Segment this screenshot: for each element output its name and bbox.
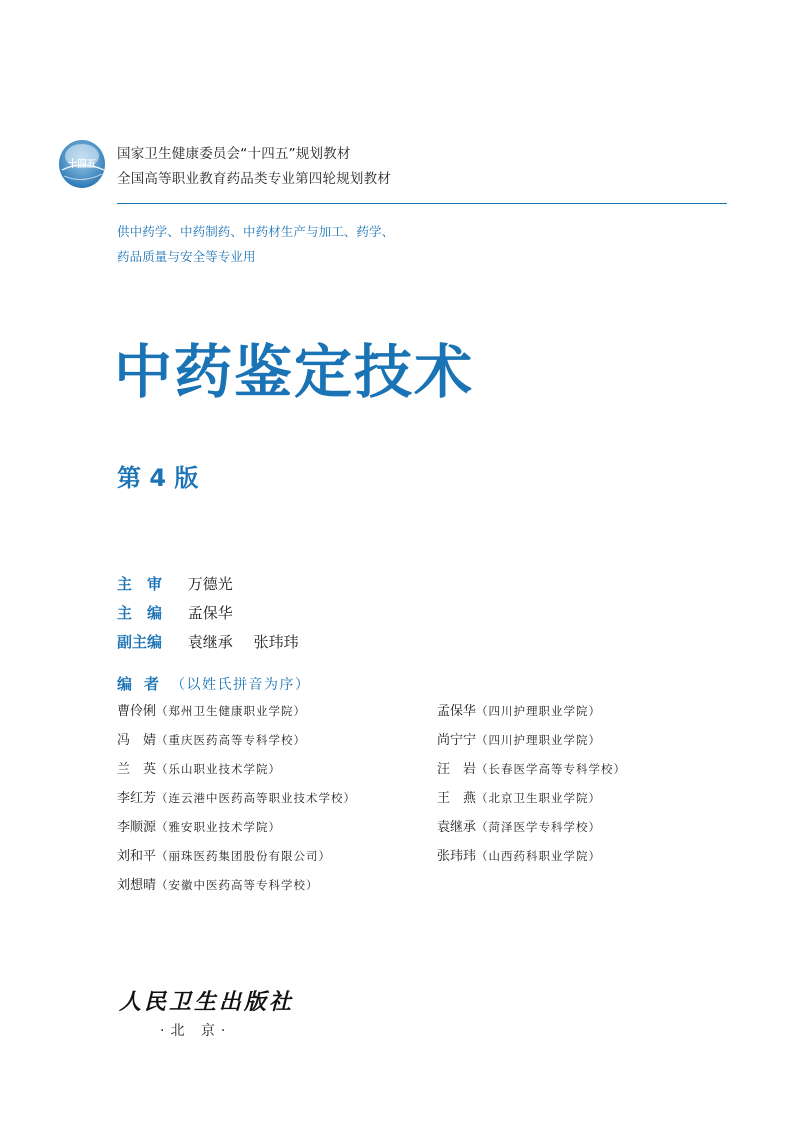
editor-name: 王 燕 [437,791,477,806]
editor-affiliation: （乐山职业技术学院） [156,762,282,776]
editor-entry [117,702,306,721]
editor-entry [117,818,281,837]
editor-entry [117,731,306,750]
editor-name: 李红芳 [117,791,157,806]
editor-affiliation: （丽珠医药集团股份有限公司） [156,849,332,863]
editor-entry [437,789,601,808]
role-label: 副主编 [117,633,163,651]
role-name: 张玮玮 [253,633,299,651]
editor-name: 孟保华 [437,704,477,719]
editor-name: 李顺源 [117,820,157,835]
editor-name: 袁继承 [437,820,477,835]
logo-text: 十四五 [67,159,97,170]
editor-name: 刘和平 [117,849,157,864]
fourteenth-five-year-plan-logo [58,134,106,192]
associate-editor-row [117,632,299,652]
editor-affiliation: （北京卫生职业学院） [476,791,602,805]
edition-label: 第 4 版 [117,464,199,492]
role-name: 袁继承 [187,633,233,651]
series-line-1: 国家卫生健康委员会“十四五”规划教材 [117,146,351,162]
editor-entry [437,702,601,721]
editor-affiliation: （雅安职业技术学院） [156,820,282,834]
editor-affiliation: （重庆医药高等专科学校） [156,733,307,747]
editor-name: 兰 英 [117,762,157,777]
editor-entry [117,789,356,808]
editor-affiliation: （山西药科职业学院） [476,849,602,863]
editor-name: 刘想晴 [117,878,157,893]
editor-name: 汪 岩 [437,762,477,777]
editor-entry [437,760,626,779]
editor-name: 尚宁宁 [437,733,477,748]
editor-affiliation: （安徽中医药高等专科学校） [156,878,319,892]
editor-name: 张玮玮 [437,849,477,864]
editors-heading-label: 编者 [117,675,172,693]
role-label: 主 编 [117,604,163,622]
editor-affiliation: （菏泽医学专科学校） [476,820,602,834]
editor-name: 曹伶俐 [117,704,157,719]
editor-name: 冯 婧 [117,733,157,748]
role-name: 万德光 [187,575,233,593]
editors-heading [117,673,311,694]
editor-affiliation: （连云港中医药高等职业技术学校） [156,791,357,805]
editor-affiliation: （四川护理职业学院） [476,704,602,718]
publisher-city: ·北 京· [160,1023,232,1039]
chief-reviewer-row [117,574,233,594]
editor-entry [437,847,601,866]
header-divider [117,203,727,204]
editor-entry [117,876,319,895]
editor-entry [437,818,601,837]
editor-affiliation: （郑州卫生健康职业学院） [156,704,307,718]
editor-affiliation: （长春医学高等专科学校） [476,762,627,776]
series-line-2: 全国高等职业教育药品类专业第四轮规划教材 [117,171,391,187]
usage-line-1: 供中药学、中药制药、中药材生产与加工、药学、 [117,224,395,239]
editor-affiliation: （四川护理职业学院） [476,733,602,747]
editors-heading-note: （以姓氏拼音为序） [171,677,311,693]
editor-entry [437,731,601,750]
book-title: 中药鉴定技术 [114,338,475,406]
role-label: 主 审 [117,575,163,593]
usage-line-2: 药品质量与安全等专业用 [117,249,256,264]
editor-entry [117,847,331,866]
role-name: 孟保华 [187,604,233,622]
publisher-name: 人民卫生出版社 [119,989,295,1015]
chief-editor-row [117,603,233,623]
editor-entry [117,760,281,779]
